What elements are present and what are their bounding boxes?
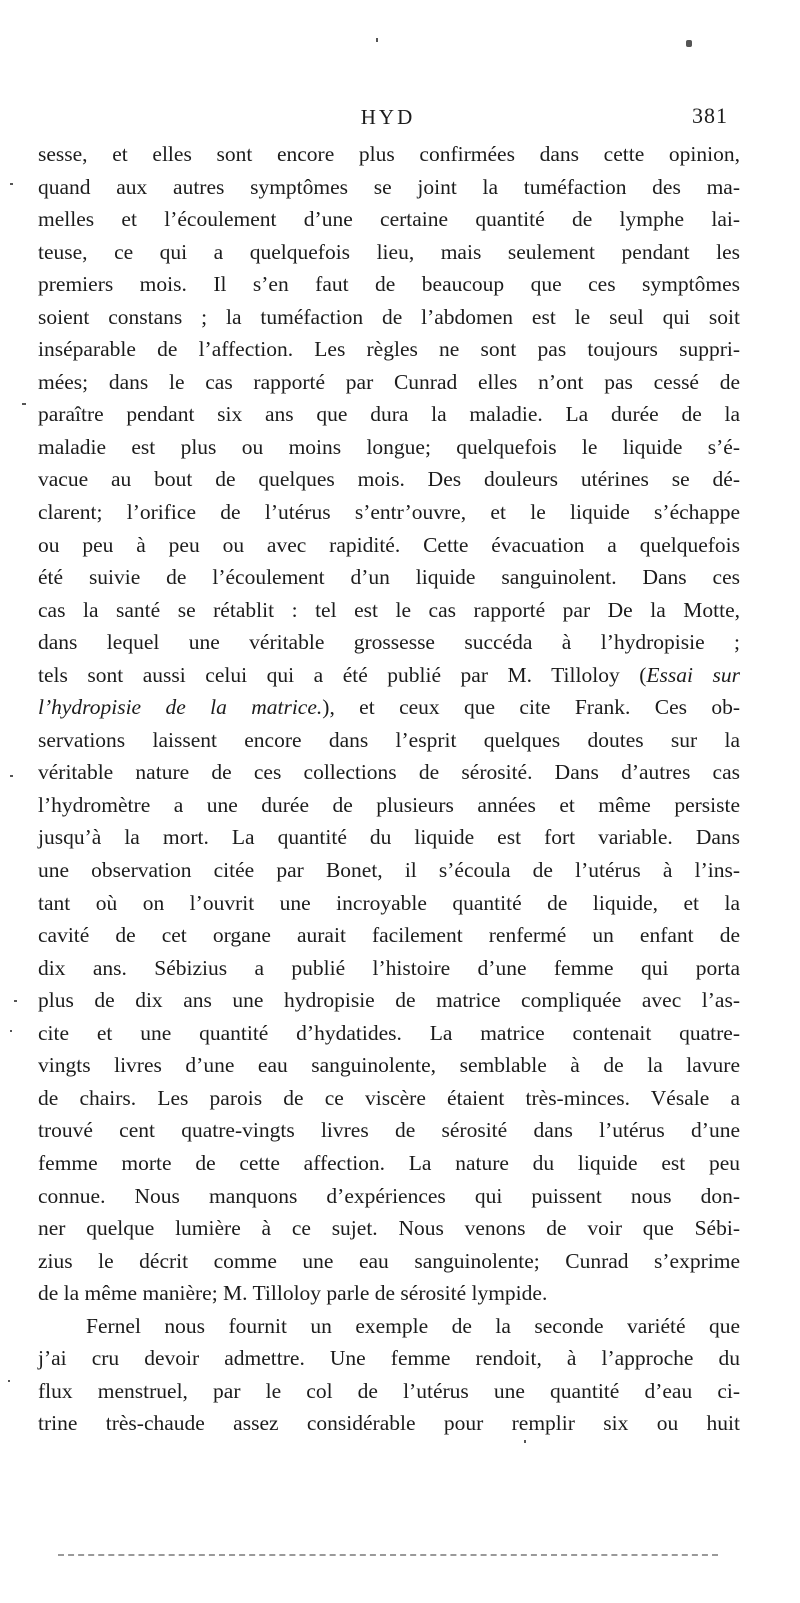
text-line: une observation citée par Bonet, il s’écoula de l’utérus à l’ins- xyxy=(38,858,740,883)
text-line: teuse, ce qui a quelquefois lieu, mais seulement pendant les xyxy=(38,239,740,264)
text-line: soient constans ; la tuméfaction de l’abdomen est le seul qui soit xyxy=(38,304,740,329)
text-segment: tels sont aussi celui qui a été publié par M. Tilloloy ( xyxy=(38,662,647,687)
text-line: véritable nature de ces collections de sérosité. Dans d’autres cas xyxy=(38,760,740,785)
text-line: plus de dix ans une hydropisie de matrice compliquée avec l’as- xyxy=(38,988,740,1013)
text-line: melles et l’écoulement d’une certaine quantité de lymphe lai- xyxy=(38,207,740,232)
scan-speck xyxy=(8,1380,10,1382)
text-line: cas la santé se rétablit : tel est le cas rapporté par De la Motte, xyxy=(38,597,740,622)
text-line: sesse, et elles sont encore plus confirmées dans cette opinion, xyxy=(38,142,740,166)
text-line: quand aux autres symptômes se joint la tuméfaction des ma- xyxy=(38,174,740,199)
text-line: servations laissent encore dans l’esprit quelques doutes sur la xyxy=(38,727,740,752)
text-line: femme morte de cette affection. La nature du liquide est peu xyxy=(38,1150,740,1175)
text-line: vacue au bout de quelques mois. Des douleurs utérines se dé- xyxy=(38,467,740,492)
scan-speck xyxy=(10,1030,12,1032)
text-line: clarent; l’orifice de l’utérus s’entr’ouvre, et le liquide s’échappe xyxy=(38,500,740,525)
text-line: l’hydromètre a une durée de plusieurs années et même persiste xyxy=(38,792,740,817)
footer-dashed-rule xyxy=(58,1554,718,1556)
text-line: mées; dans le cas rapporté par Cunrad elles n’ont pas cessé de xyxy=(38,369,740,394)
paragraph-1 xyxy=(38,138,740,1310)
text-segment: ), et ceux que cite Frank. Ces ob- xyxy=(322,695,741,720)
text-line: été suivie de l’écoulement d’un liquide sanguinolent. Dans ces xyxy=(38,565,740,590)
text-line: ner quelque lumière à ce sujet. Nous venons de voir que Sébi- xyxy=(38,1216,740,1241)
scan-speck xyxy=(686,40,692,47)
running-head: HYD xyxy=(360,105,416,129)
body-text xyxy=(38,138,740,1440)
page-header xyxy=(38,103,738,137)
italic-title-part-1: Essai sur xyxy=(646,662,740,687)
text-line: vingts livres d’une eau sanguinolente, semblable à de la lavure xyxy=(38,1053,740,1078)
scan-speck xyxy=(10,183,13,185)
text-line: trine très-chaude assez considérable pour remplir six ou huit xyxy=(38,1411,740,1436)
text-line: de la même manière; M. Tilloloy parle de sérosité lympide. xyxy=(38,1281,548,1306)
text-line: flux menstruel, par le col de l’utérus une quantité d’eau ci- xyxy=(38,1378,740,1403)
text-line: cite et une quantité d’hydatides. La matrice contenait quatre- xyxy=(38,1020,740,1045)
text-line: premiers mois. Il s’en faut de beaucoup que ces symptômes xyxy=(38,272,740,297)
text-line: paraître pendant six ans que dura la maladie. La durée de la xyxy=(38,402,740,427)
text-line-with-italic-title xyxy=(38,659,740,692)
text-line: connue. Nous manquons d’expériences qui puissent nous don- xyxy=(38,1183,740,1208)
scan-speck xyxy=(524,1440,526,1443)
paragraph-2 xyxy=(38,1310,740,1440)
text-line: cavité de cet organe aurait facilement renfermé un enfant de xyxy=(38,923,740,948)
text-line: trouvé cent quatre-vingts livres de sérosité dans l’utérus d’une xyxy=(38,1118,740,1143)
text-line-with-italic-title xyxy=(38,691,740,724)
text-line: dix ans. Sébizius a publié l’histoire d’une femme qui porta xyxy=(38,955,740,980)
scan-speck xyxy=(10,775,13,777)
text-line: zius le décrit comme une eau sanguinolente; Cunrad s’exprime xyxy=(38,1248,740,1273)
scan-speck xyxy=(14,1000,17,1002)
text-line: inséparable de l’affection. Les règles ne sont pas toujours suppri- xyxy=(38,337,740,362)
text-line: dans lequel une véritable grossesse succéda à l’hydropisie ; xyxy=(38,630,740,655)
text-line: tant où on l’ouvrit une incroyable quantité de liquide, et la xyxy=(38,890,740,915)
text-line: jusqu’à la mort. La quantité du liquide est fort variable. Dans xyxy=(38,825,740,850)
scan-speck xyxy=(376,38,378,42)
scan-speck xyxy=(22,403,26,405)
text-line: j’ai cru devoir admettre. Une femme rendoit, à l’approche du xyxy=(38,1346,740,1371)
text-line: ou peu à peu ou avec rapidité. Cette évacuation a quelquefois xyxy=(38,532,740,557)
italic-title-part-2: l’hydropisie de la matrice. xyxy=(38,695,323,720)
text-line: maladie est plus ou moins longue; quelquefois le liquide s’é- xyxy=(38,434,740,459)
text-line: Fernel nous fournit un exemple de la seconde variété que xyxy=(86,1313,740,1338)
page-number: 381 xyxy=(692,103,728,128)
text-line: de chairs. Les parois de ce viscère étaient très-minces. Vésale a xyxy=(38,1085,740,1110)
